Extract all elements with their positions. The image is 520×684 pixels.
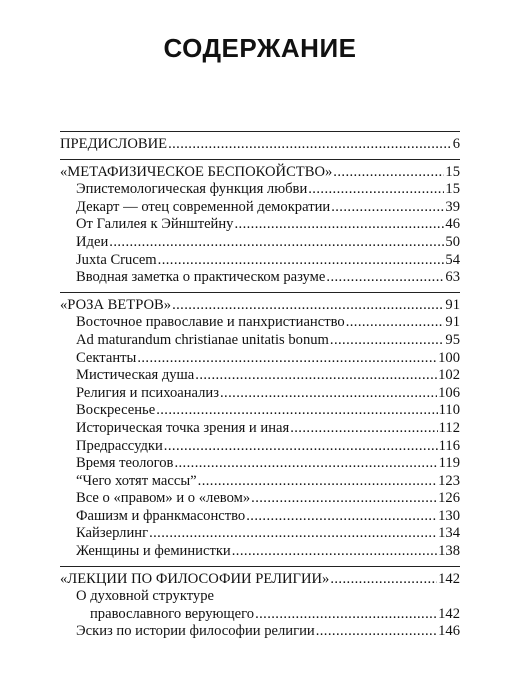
dot-leader — [331, 199, 444, 217]
dot-leader — [290, 420, 437, 438]
dot-leader — [330, 332, 445, 350]
toc-entry-title: Эпистемологическая функция любви — [76, 181, 308, 198]
divider — [60, 566, 460, 567]
toc-entry-page: 91 — [445, 296, 460, 313]
dot-leader — [255, 606, 437, 624]
toc-entry-page: 100 — [438, 349, 460, 366]
toc-entry-title: От Галилея к Эйнштейну — [76, 216, 234, 233]
toc-entry[interactable] — [60, 314, 460, 332]
toc-entry-title: Воскресенье — [76, 402, 156, 419]
toc-entry[interactable] — [60, 350, 460, 368]
toc-section-heading[interactable] — [60, 164, 460, 182]
dot-leader — [172, 297, 444, 315]
toc-entry-title: Идеи — [76, 233, 109, 250]
toc-entry[interactable] — [60, 455, 460, 473]
toc-entry-title: Восточное православие и панхристианство — [76, 314, 345, 331]
table-of-contents — [60, 126, 460, 641]
toc-entry-title: Декарт — отец современной демократии — [76, 198, 331, 215]
toc-entry-page: 134 — [438, 525, 460, 542]
dot-leader — [232, 543, 437, 561]
dot-leader — [158, 252, 445, 270]
toc-entry-page: 142 — [438, 570, 460, 587]
toc-entry[interactable] — [60, 199, 460, 217]
toc-entry-title: Кайзерлинг — [76, 525, 149, 542]
toc-entry[interactable] — [60, 181, 460, 199]
dot-leader — [156, 402, 437, 420]
toc-entry-title: Время теологов — [76, 455, 174, 472]
toc-entry-page: 54 — [445, 251, 460, 268]
toc-entry-page: 112 — [438, 419, 460, 436]
toc-entry-preface[interactable] — [60, 136, 460, 154]
toc-entry-title: Сектанты — [76, 349, 137, 366]
toc-entry[interactable] — [60, 438, 460, 456]
divider — [60, 159, 460, 160]
toc-entry-page: 116 — [438, 437, 460, 454]
toc-entry-page: 6 — [452, 136, 460, 152]
toc-entry[interactable] — [60, 543, 460, 561]
toc-entry-page: 91 — [445, 314, 460, 331]
dot-leader — [330, 571, 437, 589]
toc-entry-page: 46 — [445, 216, 460, 233]
dot-leader — [195, 367, 437, 385]
toc-entry-title: православного верующего — [90, 605, 255, 622]
page-title: СОДЕРЖАНИЕ — [163, 33, 357, 63]
toc-entry[interactable] — [60, 490, 460, 508]
toc-entry-page: 15 — [445, 181, 460, 198]
toc-entry-page: 126 — [438, 490, 460, 507]
toc-entry[interactable] — [60, 216, 460, 234]
toc-entry-title: Религия и психоанализ — [76, 384, 219, 401]
toc-entry-page: 39 — [445, 198, 460, 215]
dot-leader — [346, 314, 445, 332]
toc-entry[interactable] — [60, 332, 460, 350]
toc-entry-title: «ЛЕКЦИИ ПО ФИЛОСОФИИ РЕЛИГИИ» — [60, 570, 330, 587]
toc-entry-title: Ad maturandum christianae unitatis bonum — [76, 331, 329, 348]
toc-entry[interactable] — [60, 234, 460, 252]
toc-entry-page: 106 — [438, 384, 460, 401]
dot-leader — [308, 181, 444, 199]
toc-entry-page: 102 — [438, 367, 460, 384]
divider — [60, 131, 460, 132]
toc-entry-title: «РОЗА ВЕТРОВ» — [60, 296, 172, 313]
toc-entry[interactable] — [60, 473, 460, 491]
toc-section-heading[interactable] — [60, 297, 460, 315]
toc-section-heading[interactable] — [60, 571, 460, 589]
toc-entry-title: Предрассудки — [76, 437, 163, 454]
toc-entry-page: 15 — [445, 163, 460, 180]
dot-leader — [198, 473, 437, 491]
dot-leader — [149, 525, 437, 543]
toc-entry-title: Вводная заметка о практическом разуме — [76, 269, 326, 286]
toc-entry-page: 138 — [438, 543, 460, 560]
toc-entry-title: О духовной структуре — [76, 588, 214, 605]
dot-leader — [333, 164, 444, 182]
dot-leader — [220, 385, 437, 403]
toc-entry-page: 130 — [438, 507, 460, 524]
toc-entry[interactable] — [60, 525, 460, 543]
dot-leader — [137, 350, 437, 368]
toc-entry-page: 142 — [438, 605, 460, 622]
toc-entry-page: 63 — [445, 269, 460, 286]
toc-entry-title: “Чего хотят массы” — [76, 472, 197, 489]
toc-entry-title: Все о «правом» и о «левом» — [76, 490, 251, 507]
toc-entry-page: 123 — [438, 472, 460, 489]
dot-leader — [251, 490, 437, 508]
toc-sections — [60, 159, 460, 641]
toc-entry-page: 110 — [438, 402, 460, 419]
toc-entry-title: ПРЕДИСЛОВИЕ — [60, 136, 168, 152]
dot-leader — [164, 438, 438, 456]
toc-entry-page: 95 — [445, 331, 460, 348]
dot-leader — [109, 234, 444, 252]
toc-entry[interactable] — [60, 606, 460, 624]
toc-entry[interactable] — [60, 508, 460, 526]
toc-entry[interactable] — [60, 588, 460, 606]
toc-entry[interactable] — [60, 367, 460, 385]
toc-entry-page: 50 — [445, 233, 460, 250]
dot-leader — [168, 136, 452, 154]
toc-entry-title: Эскиз по истории философии религии — [76, 623, 315, 640]
dot-leader — [246, 508, 437, 526]
toc-entry-title: Фашизм и франкмасонство — [76, 507, 246, 524]
toc-entry[interactable] — [60, 420, 460, 438]
toc-entry[interactable] — [60, 385, 460, 403]
toc-entry-title: Juxta Crucem — [76, 251, 157, 268]
toc-entry-title: Историческая точка зрения и иная — [76, 419, 290, 436]
toc-entry-title: «МЕТАФИЗИЧЕСКОЕ БЕСПОКОЙСТВО» — [60, 163, 333, 180]
toc-entry[interactable] — [60, 269, 460, 287]
dot-leader — [234, 216, 444, 234]
dot-leader — [316, 623, 437, 641]
divider — [60, 292, 460, 293]
toc-entry-title: Женщины и феминистки — [76, 543, 231, 560]
toc-entry-page: 119 — [438, 455, 460, 472]
dot-leader — [174, 455, 437, 473]
toc-entry-title: Мистическая душа — [76, 367, 195, 384]
toc-entry[interactable] — [60, 402, 460, 420]
dot-leader — [326, 269, 444, 287]
toc-entry[interactable] — [60, 252, 460, 270]
toc-entry[interactable] — [60, 623, 460, 641]
toc-entry-page: 146 — [438, 623, 460, 640]
